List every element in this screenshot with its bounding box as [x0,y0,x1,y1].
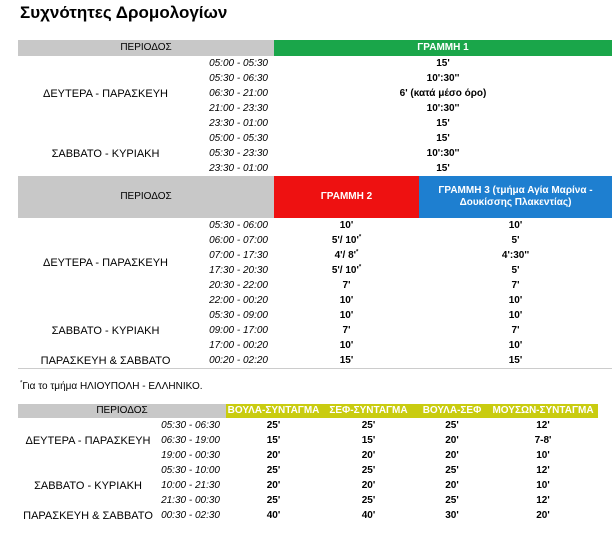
tram-frequency: 25' [361,494,376,506]
tram-frequency: 20' [361,479,376,491]
period-header: ΠΕΡΙΟΔΟΣ [18,404,226,418]
line2-frequency-value: 7' [342,279,351,291]
tram-frequency: 25' [445,494,459,506]
time-range: 00:30 - 02:30 [161,509,220,521]
table-row [18,131,612,146]
line3-frequency: 4':30'' [501,249,530,261]
tram-frequency: 20' [361,449,376,461]
time-range: 17:00 - 00:20 [209,339,268,351]
period-label: ΣΑΒΒΑΤΟ - ΚΥΡΙΑΚΗ [51,147,160,160]
line2-frequency-value: 10' [339,219,354,231]
line2-header: ΓΡΑΜΜΗ 2 [274,176,419,218]
footnote-mark: * [358,234,362,241]
period-label: ΣΑΒΒΑΤΟ - ΚΥΡΙΑΚΗ [34,479,142,492]
time-range: 22:00 - 00:20 [209,294,268,306]
line2-frequency [274,323,419,338]
line2-frequency-value: 10' [339,309,354,321]
tram-frequency: 12' [536,494,550,506]
footnote [20,380,203,394]
tram-frequency: 20' [266,449,281,461]
period-label: ΔΕΥΤΕΡΑ - ΠΑΡΑΣΚΕΥΗ [43,87,168,100]
tram-frequency: 10' [536,449,550,461]
period-label: ΠΑΡΑΣΚΕΥΗ & ΣΑΒΒΑΤΟ [40,354,171,367]
frequency-value: 15' [436,132,450,144]
time-range: 06:30 - 19:00 [161,434,220,446]
line2-frequency-value: 5'/ 10' [331,264,359,276]
period-label: ΔΕΥΤΕΡΑ - ΠΑΡΑΣΚΕΥΗ [43,257,168,269]
tram-frequency: 20' [445,434,459,446]
line2-frequency [274,278,419,293]
line2-frequency-value: 7' [342,324,351,336]
line2-frequency [274,338,419,353]
tram-route-header: ΣΕΦ-ΣΥΝΤΑΓΜΑ [321,404,416,418]
table-row [18,308,612,323]
time-range: 05:00 - 05:30 [209,57,268,69]
line3-frequency: 5' [511,264,520,276]
line3-frequency: 10' [508,339,523,351]
tram-frequency: 20' [445,449,459,461]
time-range: 09:00 - 17:00 [209,324,268,336]
time-range: 05:00 - 05:30 [209,132,268,144]
line2-frequency [274,263,419,278]
page-title: Συχνότητες Δρομολογίων [20,3,228,22]
line2-frequency [274,218,419,233]
period-header: ΠΕΡΙΟΔΟΣ [18,40,274,56]
time-range: 20:30 - 22:00 [209,279,268,291]
period-label: ΔΕΥΤΕΡΑ - ΠΑΡΑΣΚΕΥΗ [25,434,151,447]
line2-frequency-value: 5'/ 10' [331,234,359,246]
footnote-text: Για το τμήμα ΗΛΙΟΥΠΟΛΗ - ΕΛΛΗΝΙΚΟ. [22,381,203,392]
tram-frequency-table [18,404,598,523]
metro-line1-frequency-table [18,40,612,177]
tram-frequency: 12' [536,419,550,431]
line2-frequency [274,233,419,248]
metro-line2-line3-frequency-table [18,176,612,369]
line2-frequency-value: 10' [339,339,354,351]
tram-frequency: 25' [445,419,459,431]
line3-frequency: 5' [511,234,520,246]
line2-frequency-value: 10' [339,294,354,306]
tram-frequency: 30' [445,509,459,521]
line2-frequency [274,308,419,323]
period-label: ΣΑΒΒΑΤΟ - ΚΥΡΙΑΚΗ [51,324,160,337]
table-row [18,218,612,233]
line2-frequency [274,293,419,308]
tram-frequency: 25' [445,464,459,476]
tram-frequency: 20' [445,479,459,491]
frequency-value: 15' [436,117,450,129]
time-range: 10:00 - 21:30 [161,479,220,491]
line2-frequency-value: 4'/ 8' [334,249,357,261]
line3-frequency: 10' [508,219,523,231]
table-row [18,56,612,71]
period-header: ΠΕΡΙΟΔΟΣ [18,176,274,218]
line3-header: ΓΡΑΜΜΗ 3 (τμήμα Αγία Μαρίνα - Δουκίσσης Πλακεντίας) [419,176,612,218]
tram-frequency: 40' [266,509,281,521]
time-range: 07:00 - 17:30 [209,249,268,261]
tram-frequency: 25' [266,419,281,431]
footnote-mark: * [356,249,359,256]
time-range: 17:30 - 20:30 [209,264,268,276]
time-range: 06:30 - 21:00 [209,87,268,99]
time-range: 23:30 - 01:00 [209,162,268,174]
time-range: 21:00 - 23:30 [209,102,268,114]
time-range: 19:00 - 00:30 [161,449,220,461]
tram-frequency: 25' [361,464,376,476]
period-label: ΠΑΡΑΣΚΕΥΗ & ΣΑΒΒΑΤΟ [23,509,153,522]
time-range: 05:30 - 06:30 [161,419,220,431]
line3-frequency: 7' [511,324,520,336]
frequency-value: 15' [436,162,450,174]
time-range: 05:30 - 06:00 [209,219,268,231]
tram-route-header: ΒΟΥΛΑ-ΣΕΦ [416,404,488,418]
line1-header: ΓΡΑΜΜΗ 1 [274,40,612,56]
footnote-mark: * [358,264,362,271]
frequency-value: 10':30'' [426,147,460,159]
line2-frequency-value: 15' [339,354,354,366]
tram-frequency: 25' [361,419,376,431]
tram-frequency: 25' [266,494,281,506]
time-range: 21:30 - 00:30 [161,494,220,506]
frequency-value: 10':30'' [426,102,460,114]
frequency-value: 10':30'' [426,72,460,84]
time-range: 06:00 - 07:00 [209,234,268,246]
tram-frequency: 20' [536,509,550,521]
time-range: 05:30 - 10:00 [161,464,220,476]
tram-frequency: 7-8' [534,434,552,446]
tram-frequency: 12' [536,464,550,476]
tram-frequency: 20' [266,479,281,491]
tram-frequency: 15' [266,434,281,446]
table-row [18,508,598,523]
tram-frequency: 10' [536,479,550,491]
time-range: 23:30 - 01:00 [209,117,268,129]
time-range: 05:30 - 23:30 [209,147,268,159]
tram-route-header: ΜΟΥΣΩΝ-ΣΥΝΤΑΓΜΑ [488,404,598,418]
tram-frequency: 15' [361,434,376,446]
frequency-value: 6' (κατά μέσο όρο) [399,87,487,99]
time-range: 05:30 - 09:00 [209,309,268,321]
line2-frequency [274,353,419,369]
line2-frequency [274,248,419,263]
frequency-value: 15' [436,57,450,69]
tram-frequency: 25' [266,464,281,476]
tram-route-header: ΒΟΥΛΑ-ΣΥΝΤΑΓΜΑ [227,405,320,416]
line3-frequency: 10' [508,309,523,321]
time-range: 00:20 - 02:20 [209,354,268,366]
footnote-mark: * [20,380,23,387]
line3-frequency: 10' [508,294,523,306]
table-row [18,418,598,433]
time-range: 05:30 - 06:30 [209,72,268,84]
table-row [18,353,612,369]
line3-frequency: 7' [511,279,520,291]
tram-frequency: 40' [361,509,376,521]
table-row [18,463,598,478]
line3-frequency: 15' [508,354,523,366]
